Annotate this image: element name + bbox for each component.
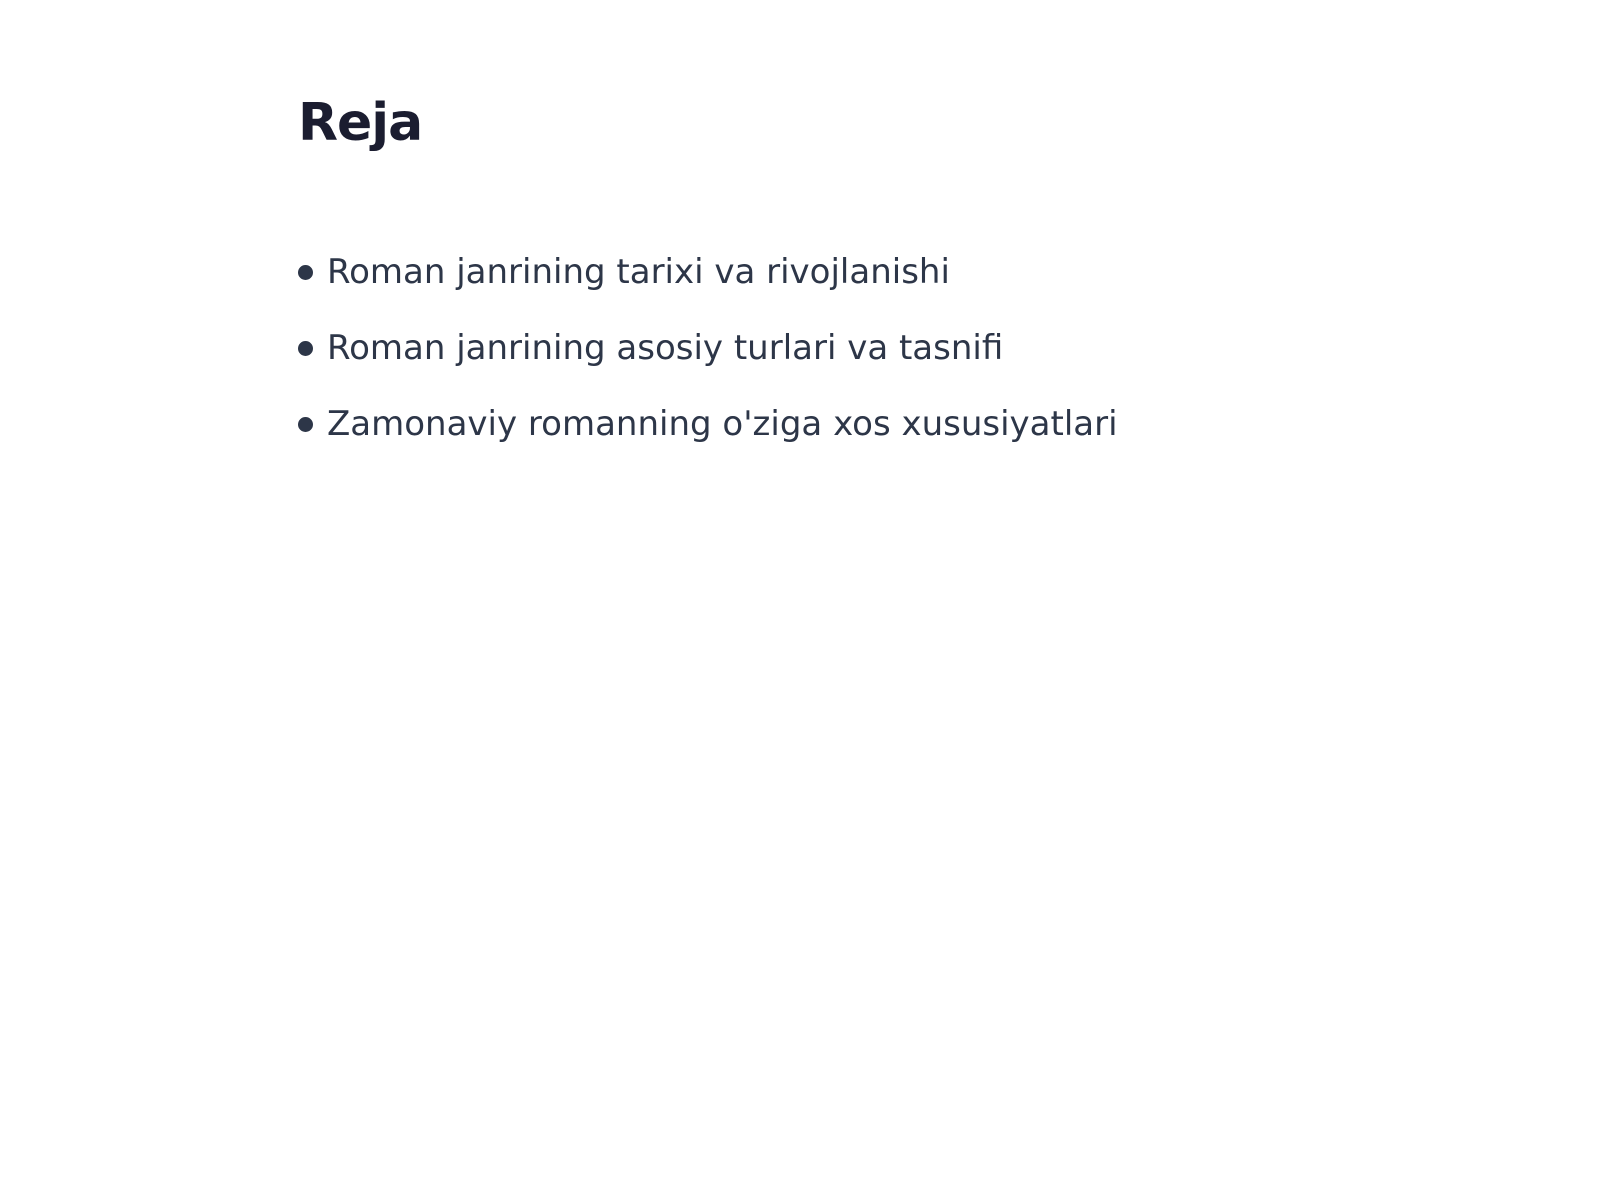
list-item-text: Roman janrining tarixi va rivojlanishi xyxy=(327,252,950,292)
list-item xyxy=(298,386,1118,462)
list-item xyxy=(298,234,1118,310)
bullet-icon xyxy=(298,265,313,280)
bullet-list xyxy=(298,234,1118,462)
slide-title: Reja xyxy=(298,93,423,153)
list-item-text: Roman janrining asosiy turlari va tasnifi xyxy=(327,328,1004,368)
bullet-icon xyxy=(298,341,313,356)
list-item-text: Zamonaviy romanning o'ziga xos xususiyatlari xyxy=(327,404,1118,444)
bullet-icon xyxy=(298,417,313,432)
list-item xyxy=(298,310,1118,386)
